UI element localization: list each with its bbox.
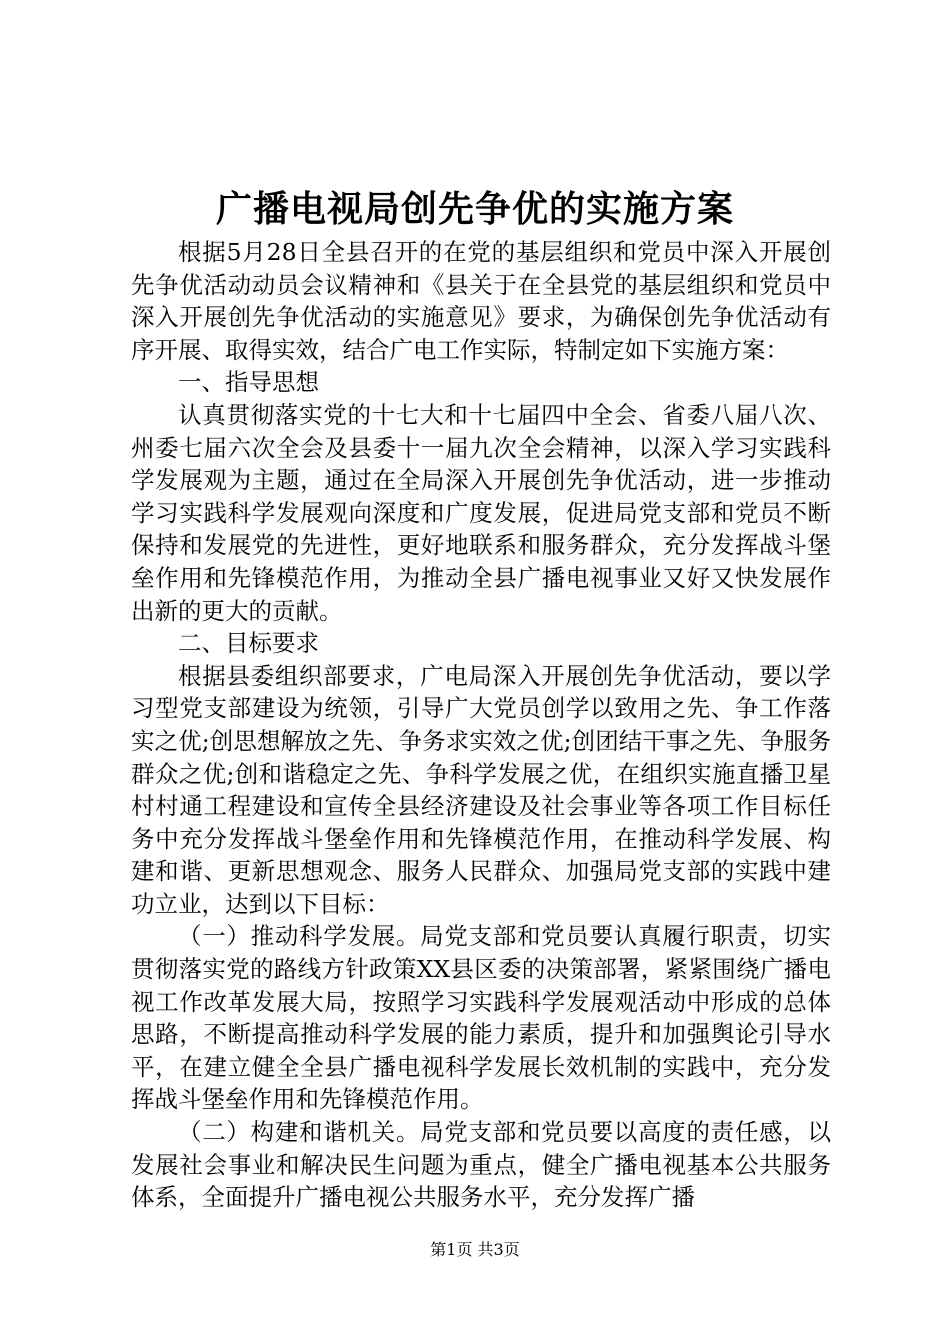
- section-heading-guiding-ideology: 一、指导思想: [178, 368, 319, 397]
- goal-item-2-paragraph: （二）构建和谐机关。局党支部和党员要以高度的责任感，以发展社会事业和解决民生问题为重点，健全广播电视基本公共服务体系，全面提升广播电视公共服务水平，充分发挥广播: [131, 1118, 831, 1212]
- intro-paragraph: 根据5月28日全县召开的在党的基层组织和党员中深入开展创先争优活动动员会议精神和《县关于在全县党的基层组织和党员中深入开展创先争优活动的实施意见》要求，为确保创先争优活动有序开展、取得实效，结合广电工作实际，特制定如下实施方案：: [131, 238, 831, 364]
- guiding-ideology-paragraph: 认真贯彻落实党的十七大和十七届四中全会、省委八届八次、州委七届六次全会及县委十一届九次全会精神，以深入学习实践科学发展观为主题，通过在全局深入开展创先争优活动，进一步推动学习实践科学发展观向深度和广度发展，促进局党支部和党员不断保持和发展党的先进性，更好地联系和服务群众，充分发挥战斗堡垒作用和先锋模范作用，为推动全县广播电视事业又好又快发展作出新的更大的贡献。: [131, 400, 831, 625]
- goals-paragraph: 根据县委组织部要求，广电局深入开展创先争优活动，要以学习型党支部建设为统领，引导广大党员创学以致用之先、争工作落实之优;创思想解放之先、争务求实效之优;创团结干事之先、争服务群众之优;创和谐稳定之先、争科学发展之优，在组织实施直播卫星村村通工程建设和宣传全县经济建设及社会事业等各项工作目标任务中充分发挥战斗堡垒作用和先锋模范作用，在推动科学发展、构建和谐、更新思想观念、服务人民群众、加强局党支部的实践中建功立业，达到以下目标：: [131, 661, 831, 918]
- document-title: 广播电视局创先争优的实施方案: [215, 188, 734, 230]
- page-footer: 第1页 共3页: [430, 1240, 520, 1259]
- document-body: [131, 236, 831, 1214]
- section-heading-goals: 二、目标要求: [178, 629, 319, 658]
- goal-item-1-paragraph: （一）推动科学发展。局党支部和党员要认真履行职责，切实贯彻落实党的路线方针政策XX县区委的决策部署，紧紧围绕广播电视工作改革发展大局，按照学习实践科学发展观活动中形成的总体思路，不断提高推动科学发展的能力素质，提升和加强舆论引导水平，在建立健全全县广播电视科学发展长效机制的实践中，充分发挥战斗堡垒作用和先锋模范作用。: [131, 922, 831, 1114]
